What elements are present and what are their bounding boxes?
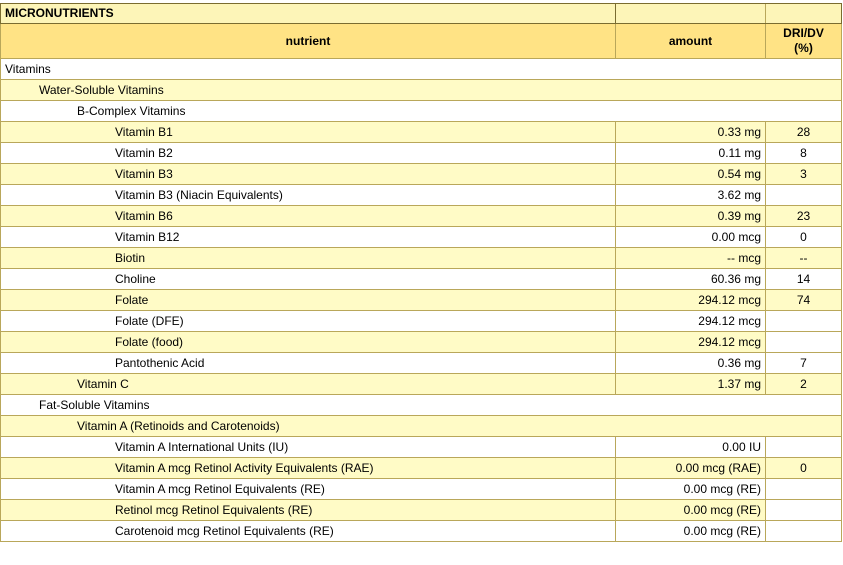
header-nutrient: nutrient — [1, 24, 616, 59]
nutrient-dri: 14 — [766, 269, 842, 290]
nutrient-name: Biotin — [1, 248, 616, 269]
section-label: Water-Soluble Vitamins — [1, 80, 842, 101]
section-row — [1, 101, 842, 122]
nutrient-name: Retinol mcg Retinol Equivalents (RE) — [1, 500, 616, 521]
header-dri-line2: (%) — [794, 41, 813, 55]
table-row — [1, 206, 842, 227]
nutrient-amount: 0.54 mg — [616, 164, 766, 185]
section-label: Vitamins — [1, 59, 842, 80]
nutrient-amount: 0.36 mg — [616, 353, 766, 374]
nutrient-amount: 0.11 mg — [616, 143, 766, 164]
table-row — [1, 374, 842, 395]
nutrient-dri — [766, 500, 842, 521]
nutrient-amount: 1.37 mg — [616, 374, 766, 395]
nutrient-name: Vitamin A mcg Retinol Activity Equivalents (RAE) — [1, 458, 616, 479]
table-row — [1, 122, 842, 143]
nutrient-amount: 294.12 mcg — [616, 290, 766, 311]
nutrient-name: Vitamin B12 — [1, 227, 616, 248]
header-dri-line1: DRI/DV — [783, 26, 824, 40]
nutrient-dri: 74 — [766, 290, 842, 311]
nutrient-dri: 8 — [766, 143, 842, 164]
nutrient-amount: 294.12 mcg — [616, 311, 766, 332]
nutrient-amount: 0.33 mg — [616, 122, 766, 143]
nutrient-name: Folate (food) — [1, 332, 616, 353]
table-row — [1, 353, 842, 374]
section-row — [1, 395, 842, 416]
micronutrients-table — [0, 3, 842, 542]
column-header-row — [1, 24, 842, 59]
table-row — [1, 143, 842, 164]
nutrient-amount: 0.00 IU — [616, 437, 766, 458]
table-row — [1, 500, 842, 521]
nutrient-name: Folate (DFE) — [1, 311, 616, 332]
nutrient-name: Choline — [1, 269, 616, 290]
table-row — [1, 248, 842, 269]
nutrient-name: Vitamin B3 — [1, 164, 616, 185]
section-row — [1, 59, 842, 80]
nutrient-name: Vitamin B3 (Niacin Equivalents) — [1, 185, 616, 206]
nutrient-amount: 0.00 mcg (RAE) — [616, 458, 766, 479]
section-label: B-Complex Vitamins — [1, 101, 842, 122]
section-label: Fat-Soluble Vitamins — [1, 395, 842, 416]
table-row — [1, 290, 842, 311]
table-row — [1, 164, 842, 185]
table-row — [1, 437, 842, 458]
nutrient-name: Folate — [1, 290, 616, 311]
nutrient-name: Vitamin A International Units (IU) — [1, 437, 616, 458]
nutrient-dri — [766, 479, 842, 500]
nutrient-dri — [766, 185, 842, 206]
nutrient-dri — [766, 437, 842, 458]
nutrient-dri: 7 — [766, 353, 842, 374]
table-row — [1, 479, 842, 500]
nutrient-amount: 0.00 mcg (RE) — [616, 479, 766, 500]
nutrient-dri: 0 — [766, 227, 842, 248]
table-row — [1, 227, 842, 248]
section-row — [1, 416, 842, 437]
table-row — [1, 521, 842, 542]
nutrient-dri — [766, 332, 842, 353]
nutrient-name: Vitamin C — [1, 374, 616, 395]
nutrient-dri: 28 — [766, 122, 842, 143]
nutrient-name: Vitamin B1 — [1, 122, 616, 143]
nutrient-name: Pantothenic Acid — [1, 353, 616, 374]
table-row — [1, 185, 842, 206]
nutrient-amount: 0.00 mcg (RE) — [616, 521, 766, 542]
nutrient-dri: 2 — [766, 374, 842, 395]
header-amount: amount — [616, 24, 766, 59]
nutrient-dri: 3 — [766, 164, 842, 185]
nutrient-dri: 0 — [766, 458, 842, 479]
table-row — [1, 332, 842, 353]
nutrient-dri — [766, 521, 842, 542]
nutrient-amount: 0.00 mcg (RE) — [616, 500, 766, 521]
table-row — [1, 458, 842, 479]
section-label: Vitamin A (Retinoids and Carotenoids) — [1, 416, 842, 437]
table-row — [1, 269, 842, 290]
nutrient-dri — [766, 311, 842, 332]
table-title-row — [1, 4, 842, 24]
nutrient-name: Carotenoid mcg Retinol Equivalents (RE) — [1, 521, 616, 542]
header-dri — [766, 24, 842, 59]
nutrient-name: Vitamin B6 — [1, 206, 616, 227]
nutrient-dri: 23 — [766, 206, 842, 227]
nutrient-amount: 0.00 mcg — [616, 227, 766, 248]
nutrient-amount: 60.36 mg — [616, 269, 766, 290]
nutrient-dri: -- — [766, 248, 842, 269]
section-row — [1, 80, 842, 101]
nutrient-amount: 3.62 mg — [616, 185, 766, 206]
nutrient-amount: 294.12 mcg — [616, 332, 766, 353]
nutrient-amount: 0.39 mg — [616, 206, 766, 227]
nutrient-name: Vitamin B2 — [1, 143, 616, 164]
nutrient-amount: -- mcg — [616, 248, 766, 269]
table-row — [1, 311, 842, 332]
nutrient-name: Vitamin A mcg Retinol Equivalents (RE) — [1, 479, 616, 500]
table-title: MICRONUTRIENTS — [1, 4, 616, 24]
